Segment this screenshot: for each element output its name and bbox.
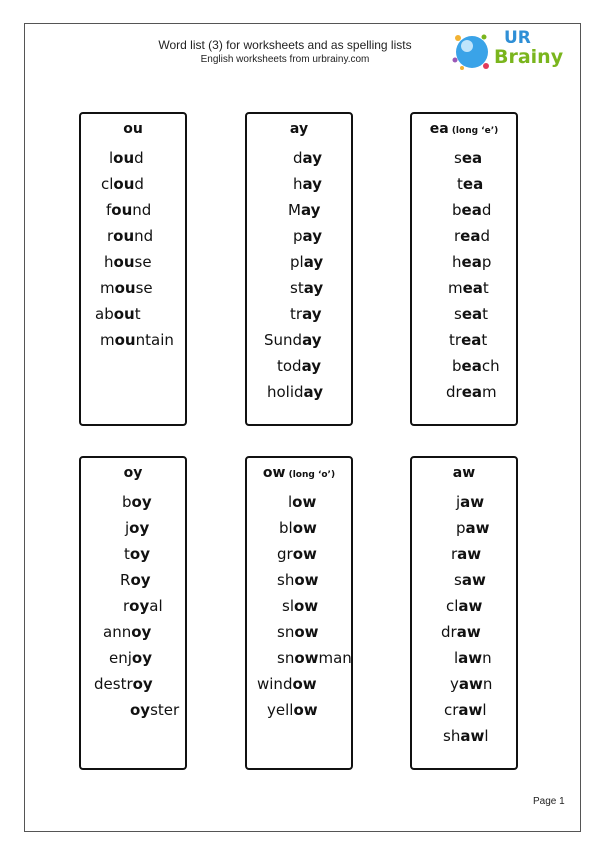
page-number: Page 1 xyxy=(533,796,565,807)
phoneme-label: ay xyxy=(289,121,309,137)
word-item: hay xyxy=(293,175,322,193)
word-item: raw xyxy=(451,545,482,563)
phoneme-label: oy xyxy=(123,465,143,481)
word-list-box xyxy=(79,112,187,426)
word-item: sea xyxy=(454,149,483,167)
word-item: jaw xyxy=(456,493,485,511)
word-item: slow xyxy=(282,597,319,615)
word-item: May xyxy=(288,201,321,219)
phoneme-note: (long ‘e’) xyxy=(448,126,499,136)
word-item: draw xyxy=(441,623,481,641)
word-item: tea xyxy=(457,175,484,193)
word-item: about xyxy=(95,305,141,323)
word-list-box xyxy=(79,456,187,770)
word-item: boy xyxy=(122,493,152,511)
urbrainy-logo xyxy=(450,28,566,80)
word-item: window xyxy=(257,675,317,693)
word-item: snowman xyxy=(277,649,352,667)
word-list-box xyxy=(245,456,353,770)
word-list-heading xyxy=(412,465,516,481)
word-list-box xyxy=(410,112,518,426)
worksheet-title: Word list (3) for worksheets and as spelling lists xyxy=(158,38,412,52)
phoneme-note: (long ‘o’) xyxy=(285,470,336,480)
phoneme-label: ou xyxy=(123,121,143,137)
word-item: show xyxy=(277,571,319,589)
word-item: today xyxy=(277,357,322,375)
word-list-box xyxy=(410,456,518,770)
word-item: yellow xyxy=(267,701,318,719)
word-list-box xyxy=(245,112,353,426)
logo-text-brainy: Brainy xyxy=(494,46,564,68)
word-list-heading xyxy=(81,121,185,137)
word-list-heading xyxy=(412,121,516,137)
word-item: paw xyxy=(456,519,490,537)
word-item: heap xyxy=(452,253,492,271)
word-item: crawl xyxy=(444,701,487,719)
word-item: bead xyxy=(452,201,492,219)
word-list-heading xyxy=(81,465,185,481)
word-item: claw xyxy=(446,597,483,615)
phoneme-label: ea xyxy=(429,121,449,137)
word-item: mountain xyxy=(100,331,174,349)
word-item: play xyxy=(290,253,324,271)
word-item: oyster xyxy=(130,701,180,719)
word-item: read xyxy=(454,227,490,245)
phoneme-label: ow xyxy=(262,465,286,481)
word-item: loud xyxy=(109,149,144,167)
word-item: toy xyxy=(124,545,150,563)
word-item: beach xyxy=(452,357,500,375)
logo-text-ur: UR xyxy=(504,28,531,48)
word-item: joy xyxy=(125,519,150,537)
word-item: house xyxy=(104,253,152,271)
word-item: royal xyxy=(123,597,163,615)
word-item: saw xyxy=(454,571,486,589)
word-item: low xyxy=(288,493,317,511)
word-item: round xyxy=(107,227,154,245)
word-item: lawn xyxy=(454,649,492,667)
word-item: stay xyxy=(290,279,324,297)
word-item: destroy xyxy=(94,675,153,693)
word-item: Sunday xyxy=(264,331,322,349)
word-item: meat xyxy=(448,279,489,297)
word-item: dream xyxy=(446,383,497,401)
word-item: holiday xyxy=(267,383,323,401)
word-item: day xyxy=(293,149,322,167)
worksheet-subtitle: English worksheets from urbrainy.com xyxy=(200,54,370,65)
word-item: cloud xyxy=(101,175,144,193)
word-item: pay xyxy=(293,227,322,245)
word-item: tray xyxy=(290,305,322,323)
phoneme-label: aw xyxy=(452,465,476,481)
word-item: Roy xyxy=(120,571,151,589)
word-item: blow xyxy=(279,519,317,537)
word-item: grow xyxy=(277,545,317,563)
word-item: treat xyxy=(449,331,488,349)
word-item: enjoy xyxy=(109,649,152,667)
word-item: shawl xyxy=(443,727,489,745)
word-item: seat xyxy=(454,305,489,323)
word-item: mouse xyxy=(100,279,153,297)
word-list-heading xyxy=(247,121,351,137)
word-item: yawn xyxy=(450,675,493,693)
word-item: found xyxy=(106,201,152,219)
word-list-heading xyxy=(247,465,351,481)
word-item: annoy xyxy=(103,623,152,641)
word-item: snow xyxy=(277,623,319,641)
